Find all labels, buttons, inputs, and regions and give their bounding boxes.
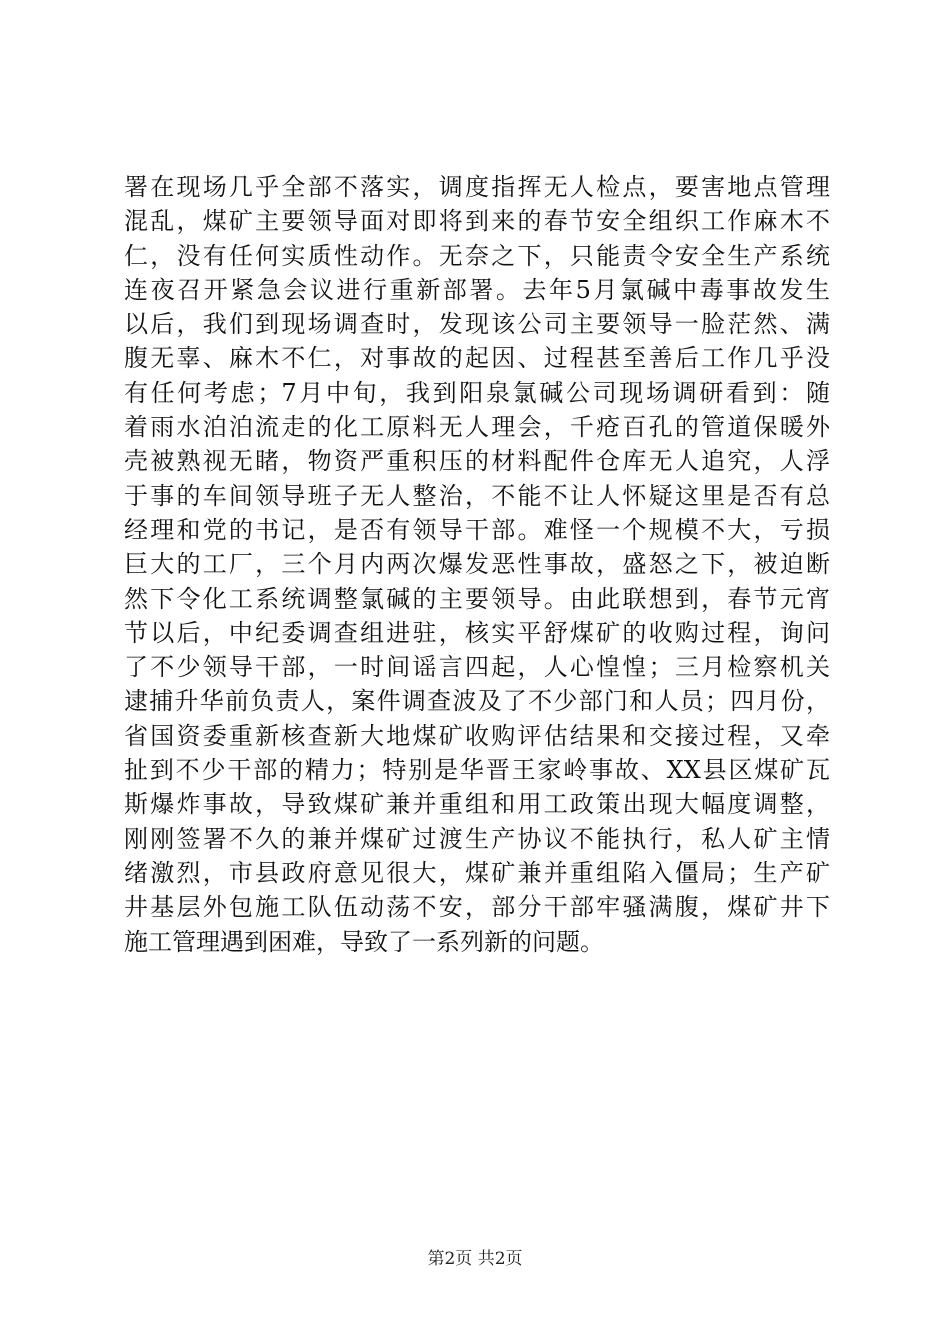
text-line-4: 连夜召开紧急会议进行重新部署。去年5月氯碱中毒事故发生 xyxy=(124,275,830,304)
text-line-8: 着雨水泊泊流走的化工原料无人理会，千疮百孔的管道保暖外 xyxy=(124,413,830,442)
text-line-13: 然下令化工系统调整氯碱的主要领导。由此联想到，春节元宵 xyxy=(124,584,830,613)
text-line-3: 仁，没有任何实质性动作。无奈之下，只能责令安全生产系统 xyxy=(124,241,830,270)
text-line-2: 混乱，煤矿主要领导面对即将到来的春节安全组织工作麻木不 xyxy=(124,207,830,236)
text-line-20: 刚刚签署不久的兼并煤矿过渡生产协议不能执行，私人矿主情 xyxy=(124,824,830,853)
text-line-19: 斯爆炸事故，导致煤矿兼并重组和用工政策出现大幅度调整， xyxy=(124,790,830,819)
text-line-7: 有任何考虑；7月中旬，我到阳泉氯碱公司现场调研看到：随 xyxy=(124,378,830,407)
text-line-21: 绪激烈，市县政府意见很大，煤矿兼并重组陷入僵局；生产矿 xyxy=(124,858,830,887)
text-line-12: 巨大的工厂，三个月内两次爆发恶性事故，盛怒之下，被迫断 xyxy=(124,550,830,579)
text-line-23: 施工管理遇到困难，导致了一系列新的问题。 xyxy=(124,927,604,956)
text-line-15: 了不少领导干部，一时间谣言四起，人心惶惶；三月检察机关 xyxy=(124,653,830,682)
text-line-17: 省国资委重新核查新大地煤矿收购评估结果和交接过程，又牵 xyxy=(124,721,830,750)
text-line-18: 扯到不少干部的精力；特别是华晋王家岭事故、XX县区煤矿瓦 xyxy=(124,756,830,785)
text-line-16: 逮捕升华前负责人，案件调查波及了不少部门和人员；四月份， xyxy=(124,687,830,716)
text-line-10: 于事的车间领导班子无人整治，不能不让人怀疑这里是否有总 xyxy=(124,481,830,510)
text-line-6: 腹无辜、麻木不仁，对事故的起因、过程甚至善后工作几乎没 xyxy=(124,344,830,373)
text-line-14: 节以后，中纪委调查组进驻，核实平舒煤矿的收购过程，询问 xyxy=(124,618,830,647)
body-paragraph xyxy=(124,170,830,959)
text-line-22: 井基层外包施工队伍动荡不安，部分干部牢骚满腹，煤矿井下 xyxy=(124,893,830,922)
text-line-11: 经理和党的书记，是否有领导干部。难怪一个规模不大，亏损 xyxy=(124,515,830,544)
text-line-9: 壳被熟视无睹，物资严重积压的材料配件仓库无人追究，人浮 xyxy=(124,447,830,476)
text-line-1: 署在现场几乎全部不落实，调度指挥无人检点，要害地点管理 xyxy=(124,173,830,201)
page-number-footer: 第2页 共2页 xyxy=(427,1249,523,1269)
text-line-5: 以后，我们到现场调查时，发现该公司主要领导一脸茫然、满 xyxy=(124,310,830,339)
